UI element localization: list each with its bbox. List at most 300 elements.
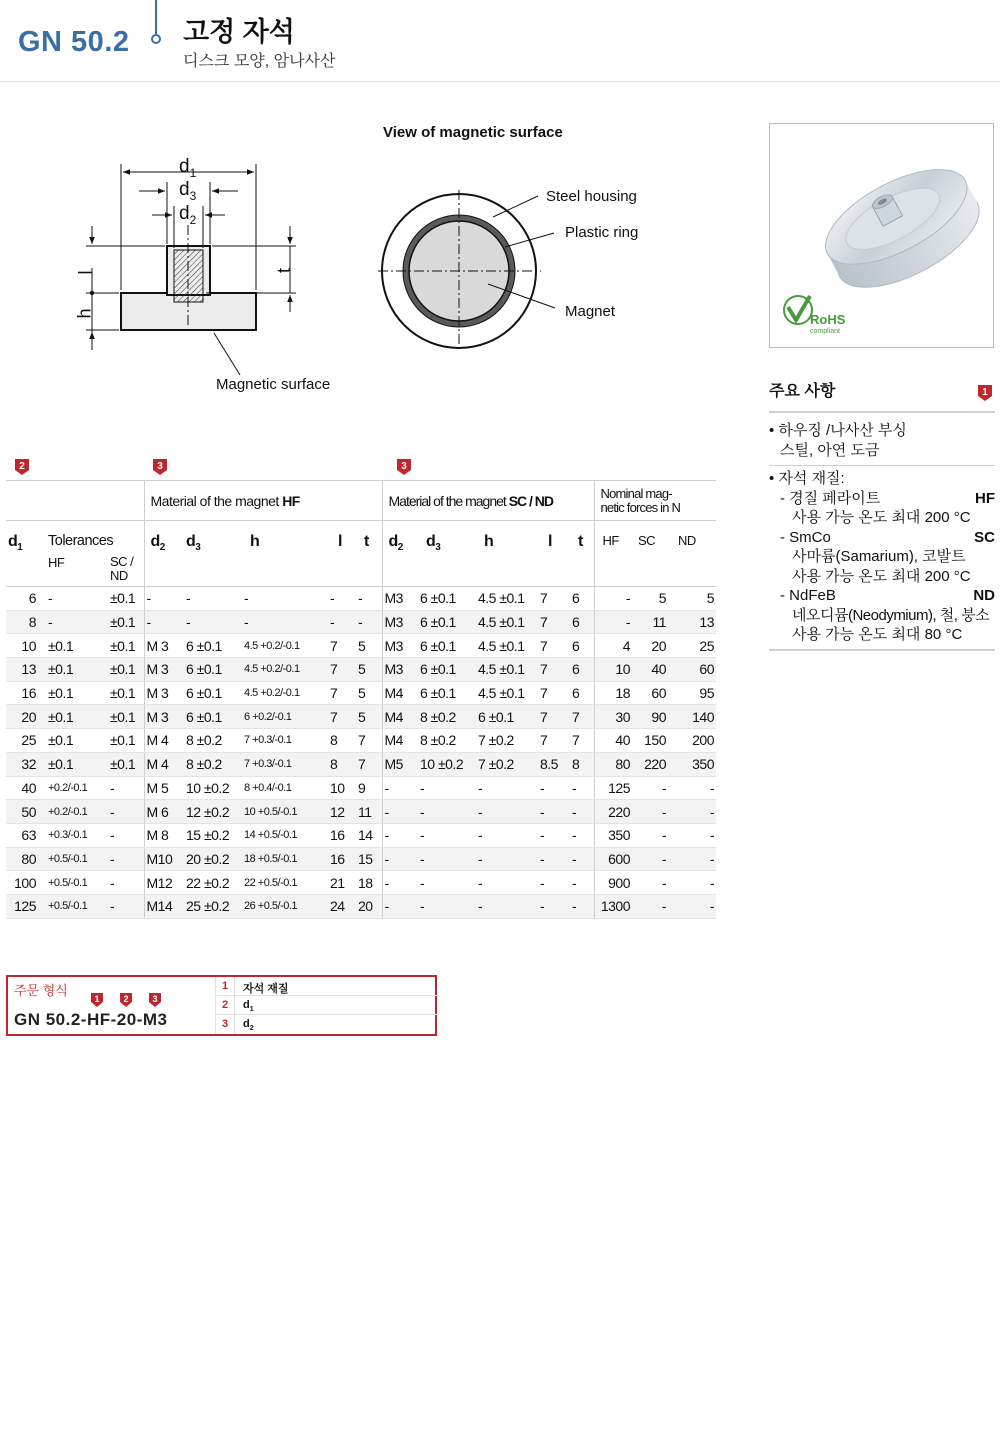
table-cell: ±0.1 (104, 587, 144, 611)
important-notes (769, 378, 995, 651)
table-cell: 10 ±0.2 (418, 752, 476, 776)
table-cell: M3 (382, 587, 418, 611)
table-cell: 6 ±0.1 (418, 681, 476, 705)
table-cell: - (476, 823, 538, 847)
group-hf: Material of the magnet HF (144, 481, 382, 521)
table-cell: 12 (328, 800, 356, 824)
table-cell: 21 (328, 871, 356, 895)
table-cell: +0.2/-0.1 (42, 800, 104, 824)
plastic-ring-label: Plastic ring (565, 224, 639, 241)
table-cell: 7 (538, 610, 570, 634)
table-cell: 6 (570, 658, 594, 682)
table-cell: 6 ±0.1 (184, 658, 242, 682)
col-badge-3-icon (152, 458, 168, 476)
table-cell: 40 (6, 776, 42, 800)
front-view-title: View of magnetic surface (383, 124, 563, 141)
magnet-label: Magnet (565, 303, 616, 320)
col-badge-2-icon (14, 458, 30, 476)
table-cell: 7 (356, 752, 382, 776)
table-cell: 25 (668, 634, 716, 658)
table-cell: - (538, 894, 570, 918)
table-cell: 32 (6, 752, 42, 776)
table-cell: M 6 (144, 800, 184, 824)
table-cell: 220 (594, 800, 632, 824)
table-row (6, 800, 716, 824)
table-cell: ±0.1 (104, 610, 144, 634)
table-cell: 80 (594, 752, 632, 776)
table-cell: 7 (570, 729, 594, 753)
table-cell: - (538, 823, 570, 847)
table-cell: M14 (144, 894, 184, 918)
table-row (6, 634, 716, 658)
table-cell: 4.5 ±0.1 (476, 587, 538, 611)
table-cell: 24 (328, 894, 356, 918)
table-cell: 6 (570, 587, 594, 611)
table-cell: - (632, 776, 668, 800)
table-cell: 7 (538, 729, 570, 753)
table-row (6, 658, 716, 682)
table-cell: ±0.1 (104, 681, 144, 705)
table-cell: - (356, 587, 382, 611)
table-cell: - (668, 871, 716, 895)
table-cell: +0.5/-0.1 (42, 871, 104, 895)
svg-text:1: 1 (982, 387, 988, 398)
table-cell: +0.5/-0.1 (42, 894, 104, 918)
table-cell: - (476, 871, 538, 895)
table-cell: M3 (382, 634, 418, 658)
page-header (0, 0, 1000, 82)
svg-text:1: 1 (94, 994, 100, 1004)
table-cell: M3 (382, 658, 418, 682)
table-cell: 20 (6, 705, 42, 729)
order-badges-icon (90, 992, 170, 1010)
table-row (6, 681, 716, 705)
col-badge-3b-icon (396, 458, 412, 476)
table-cell: ±0.1 (42, 752, 104, 776)
table-cell: - (594, 587, 632, 611)
table-cell: 20 ±0.2 (184, 847, 242, 871)
table-row (6, 847, 716, 871)
table-cell: 60 (632, 681, 668, 705)
table-row (6, 729, 716, 753)
table-cell: 1300 (594, 894, 632, 918)
table-cell: - (184, 610, 242, 634)
l-label: l (75, 270, 96, 275)
table-cell: - (104, 894, 144, 918)
table-cell: - (570, 894, 594, 918)
table-cell: - (570, 800, 594, 824)
col-tolerances: Tolerances HF SC / ND (48, 533, 134, 583)
table-cell: 350 (594, 823, 632, 847)
table-cell: ±0.1 (104, 705, 144, 729)
order-key-list (215, 977, 437, 1034)
table-cell: 6 (6, 587, 42, 611)
table-cell: 600 (594, 847, 632, 871)
table-cell: - (144, 587, 184, 611)
table-cell: 7 (328, 681, 356, 705)
technical-drawing (0, 100, 760, 420)
table-cell: 4.5 ±0.1 (476, 681, 538, 705)
table-cell: 60 (668, 658, 716, 682)
table-cell: - (418, 871, 476, 895)
notes-body: • 하우징 /나사산 부싱 스틸, 아연 도금 • 자석 재질: - 경질 페라이트 HF 사용 가능 온도 최대 200 °C - SmCo SC 사마륨(Samarium), 코발트 사용 가능 온도 최대 200 °C - NdFeB ND 네오디뮴(Neodymium), 철, 붕소 사용 가능 온도 최대 80 °C (769, 413, 995, 651)
table-cell: - (570, 776, 594, 800)
table-cell: M 5 (144, 776, 184, 800)
table-cell: 125 (6, 894, 42, 918)
table-cell: 6 ±0.1 (476, 705, 538, 729)
order-key-row: 3 $d_2$ (216, 1015, 438, 1034)
table-cell: ±0.1 (104, 658, 144, 682)
table-cell: - (242, 610, 328, 634)
table-cell: 4.5 +0.2/-0.1 (242, 681, 328, 705)
table-cell: 7 (538, 587, 570, 611)
table-cell: 4.5 ±0.1 (476, 610, 538, 634)
table-cell: 12 ±0.2 (184, 800, 242, 824)
table-cell: 6 (570, 610, 594, 634)
table-cell: - (382, 871, 418, 895)
product-photo (769, 123, 994, 348)
order-example (6, 975, 437, 1036)
table-cell: - (104, 847, 144, 871)
col-d3-scnd: $d_3$ (426, 533, 441, 554)
table-cell: 18 (594, 681, 632, 705)
table-cell: 95 (668, 681, 716, 705)
table-cell: - (668, 823, 716, 847)
table-cell: 9 (356, 776, 382, 800)
table-cell: - (382, 776, 418, 800)
table-cell: - (570, 871, 594, 895)
table-cell: 25 ±0.2 (184, 894, 242, 918)
table-cell: 10 +0.5/-0.1 (242, 800, 328, 824)
table-cell: 30 (594, 705, 632, 729)
table-group-header (6, 481, 716, 521)
table-cell: 4.5 ±0.1 (476, 658, 538, 682)
table-cell: - (632, 800, 668, 824)
table-cell: 6 +0.2/-0.1 (242, 705, 328, 729)
table-cell: 125 (594, 776, 632, 800)
table-cell: 26 +0.5/-0.1 (242, 894, 328, 918)
table-cell: 140 (668, 705, 716, 729)
product-code: GN 50.2 (18, 26, 130, 58)
table-cell: M3 (382, 610, 418, 634)
table-cell: 6 ±0.1 (418, 634, 476, 658)
magnetic-surface-label: Magnetic surface (216, 376, 331, 393)
table-cell: 4.5 ±0.1 (476, 634, 538, 658)
table-cell: 6 ±0.1 (184, 681, 242, 705)
rohs-icon (784, 296, 846, 335)
table-cell: M 4 (144, 729, 184, 753)
table-cell: - (570, 847, 594, 871)
table-cell: 7 (538, 634, 570, 658)
table-cell: ±0.1 (42, 681, 104, 705)
table-cell: 16 (328, 823, 356, 847)
table-cell: - (570, 823, 594, 847)
svg-text:2: 2 (19, 461, 25, 472)
group-force: Nominal mag- netic forces in N (594, 481, 716, 521)
table-cell: 16 (328, 847, 356, 871)
col-l-hf: l (338, 533, 342, 550)
table-cell: 7 (328, 658, 356, 682)
table-cell: M 3 (144, 681, 184, 705)
col-h-hf: h (250, 533, 260, 550)
svg-text:2: 2 (123, 994, 129, 1004)
table-row (6, 610, 716, 634)
col-force-nd: ND (678, 533, 696, 548)
order-label: 주문 형식 (14, 983, 68, 998)
table-cell: - (104, 823, 144, 847)
col-d1: $d_1$ (8, 533, 23, 554)
col-d3-hf: $d_3$ (186, 533, 201, 554)
table-cell: ±0.1 (42, 658, 104, 682)
table-cell: - (104, 800, 144, 824)
table-cell: - (382, 847, 418, 871)
table-cell: 18 +0.5/-0.1 (242, 847, 328, 871)
table-cell: M4 (382, 681, 418, 705)
table-row (6, 587, 716, 611)
h-label: h (74, 308, 95, 319)
table-cell: 22 ±0.2 (184, 871, 242, 895)
d1-label: $d_1$ (179, 156, 197, 180)
table-cell: - (418, 894, 476, 918)
table-cell: ±0.1 (104, 752, 144, 776)
table-cell: 14 +0.5/-0.1 (242, 823, 328, 847)
table-cell: ±0.1 (104, 634, 144, 658)
table-row (6, 776, 716, 800)
col-t-scnd: t (578, 533, 583, 550)
table-cell: 80 (6, 847, 42, 871)
table-cell: 150 (632, 729, 668, 753)
table-cell: - (476, 894, 538, 918)
col-force-sc: SC (638, 533, 656, 548)
table-cell: 220 (632, 752, 668, 776)
svg-text:3: 3 (152, 994, 158, 1004)
table-cell: - (668, 776, 716, 800)
table-cell: 10 (328, 776, 356, 800)
order-key-row: 1 자석 재질 (216, 977, 438, 996)
table-cell: 8 (328, 729, 356, 753)
table-row (6, 823, 716, 847)
page-title: 고정 자석 (183, 17, 295, 47)
table-cell: - (668, 894, 716, 918)
table-cell: 5 (668, 587, 716, 611)
svg-text:compliant: compliant (810, 328, 840, 335)
table-cell: 14 (356, 823, 382, 847)
table-cell: - (594, 610, 632, 634)
table-cell: - (632, 847, 668, 871)
table-cell: 25 (6, 729, 42, 753)
table-cell: 6 ±0.1 (184, 634, 242, 658)
table-cell: 20 (632, 634, 668, 658)
table-cell: +0.2/-0.1 (42, 776, 104, 800)
table-cell: 6 ±0.1 (418, 610, 476, 634)
table-cell: M 3 (144, 705, 184, 729)
table-cell: 8 (328, 752, 356, 776)
table-cell: 6 (570, 634, 594, 658)
table-cell: 10 ±0.2 (184, 776, 242, 800)
table-cell: M12 (144, 871, 184, 895)
table-cell: - (418, 776, 476, 800)
table-cell: - (144, 610, 184, 634)
table-cell: - (538, 776, 570, 800)
table-cell: 6 (570, 681, 594, 705)
note-badge-icon (977, 384, 993, 402)
table-cell: 10 (6, 634, 42, 658)
table-cell: M5 (382, 752, 418, 776)
table-cell: 16 (6, 681, 42, 705)
table-cell: 8 ±0.2 (418, 729, 476, 753)
table-cell: 7 ±0.2 (476, 729, 538, 753)
table-cell: M10 (144, 847, 184, 871)
table-cell: 40 (632, 658, 668, 682)
table-cell: 8 ±0.2 (184, 752, 242, 776)
table-cell: 8 +0.4/-0.1 (242, 776, 328, 800)
table-cell: 7 (356, 729, 382, 753)
table-cell: 5 (356, 634, 382, 658)
table-cell: - (632, 894, 668, 918)
table-cell: - (242, 587, 328, 611)
table-cell: ±0.1 (42, 729, 104, 753)
col-force-hf: HF (594, 521, 632, 587)
table-cell: 100 (6, 871, 42, 895)
table-cell: ±0.1 (42, 634, 104, 658)
table-cell: 7 ±0.2 (476, 752, 538, 776)
table-cell: 5 (356, 705, 382, 729)
col-h-scnd: h (484, 533, 494, 550)
table-cell: 6 ±0.1 (418, 658, 476, 682)
page-subtitle: 디스크 모양, 암나사산 (183, 53, 336, 70)
table-cell: - (476, 776, 538, 800)
table-cell: - (104, 776, 144, 800)
col-t-hf: t (364, 533, 369, 550)
notes-title: 주요 사항 1 (769, 378, 995, 413)
table-cell: 40 (594, 729, 632, 753)
table-cell: - (538, 800, 570, 824)
table-cell: - (418, 800, 476, 824)
table-cell: - (476, 847, 538, 871)
table-cell: - (538, 871, 570, 895)
table-cell: 90 (632, 705, 668, 729)
table-cell: 5 (632, 587, 668, 611)
table-cell: 20 (356, 894, 382, 918)
group-scnd: Material of the magnet SC / ND (382, 481, 594, 521)
table-cell: - (382, 894, 418, 918)
table-row (6, 894, 716, 918)
table-cell: M 8 (144, 823, 184, 847)
table-cell: 63 (6, 823, 42, 847)
table-cell: 13 (6, 658, 42, 682)
col-l-scnd: l (548, 533, 552, 550)
table-cell: 15 (356, 847, 382, 871)
table-cell: 5 (356, 658, 382, 682)
table-cell: 7 +0.3/-0.1 (242, 729, 328, 753)
table-cell: - (538, 847, 570, 871)
table-cell: - (42, 587, 104, 611)
table-cell: M4 (382, 705, 418, 729)
table-cell: 4 (594, 634, 632, 658)
table-cell: 18 (356, 871, 382, 895)
table-row (6, 752, 716, 776)
table-cell: 4.5 +0.2/-0.1 (242, 658, 328, 682)
svg-text:3: 3 (401, 461, 407, 472)
table-cell: 8 (6, 610, 42, 634)
table-cell: 7 (570, 705, 594, 729)
steel-housing-label: Steel housing (546, 188, 637, 205)
table-cell: 4.5 +0.2/-0.1 (242, 634, 328, 658)
table-cell: - (42, 610, 104, 634)
table-cell: 200 (668, 729, 716, 753)
table-cell: - (328, 587, 356, 611)
table-row (6, 871, 716, 895)
table-cell: 8 (570, 752, 594, 776)
table-cell: - (476, 800, 538, 824)
table-cell: +0.3/-0.1 (42, 823, 104, 847)
table-row (6, 705, 716, 729)
table-cell: - (668, 847, 716, 871)
table-cell: - (382, 823, 418, 847)
table-cell: ±0.1 (104, 729, 144, 753)
table-col-header (6, 521, 716, 587)
order-code: GN 50.2-HF-20-M3 (14, 1010, 168, 1029)
table-cell: 5 (356, 681, 382, 705)
table-cell: 8 ±0.2 (418, 705, 476, 729)
table-cell: - (418, 847, 476, 871)
svg-text:RoHS: RoHS (810, 312, 846, 327)
header-divider-dot (151, 34, 161, 44)
table-cell: 11 (632, 610, 668, 634)
table-cell: - (328, 610, 356, 634)
table-cell: 6 ±0.1 (418, 587, 476, 611)
header-divider (155, 0, 157, 34)
table-cell: - (382, 800, 418, 824)
col-d2-scnd: $d_2$ (382, 521, 418, 587)
table-cell: 13 (668, 610, 716, 634)
table-cell: M 3 (144, 658, 184, 682)
table-cell: - (356, 610, 382, 634)
svg-text:3: 3 (157, 461, 163, 472)
table-cell: M 3 (144, 634, 184, 658)
table-cell: 7 (538, 681, 570, 705)
table-cell: - (418, 823, 476, 847)
table-cell: 7 (328, 634, 356, 658)
table-cell: - (668, 800, 716, 824)
table-cell: +0.5/-0.1 (42, 847, 104, 871)
table-cell: 10 (594, 658, 632, 682)
table-cell: 11 (356, 800, 382, 824)
table-cell: 900 (594, 871, 632, 895)
order-key-row: 2 $d_1$ (216, 996, 438, 1015)
table-cell: M4 (382, 729, 418, 753)
dimension-table (6, 480, 716, 919)
table-cell: 22 +0.5/-0.1 (242, 871, 328, 895)
table-cell: 7 +0.3/-0.1 (242, 752, 328, 776)
table-cell: 8 ±0.2 (184, 729, 242, 753)
table-cell: 7 (538, 705, 570, 729)
t-label: t (274, 267, 295, 274)
drawing-svg (0, 100, 760, 420)
magnet-illustration (770, 124, 993, 347)
table-cell: 350 (668, 752, 716, 776)
table-body (6, 587, 716, 919)
col-d2-hf: $d_2$ (144, 521, 184, 587)
table-cell: ±0.1 (42, 705, 104, 729)
table-cell: - (104, 871, 144, 895)
table-cell: M 4 (144, 752, 184, 776)
table-cell: - (632, 823, 668, 847)
d2-label: $d_2$ (179, 203, 197, 227)
table-cell: 50 (6, 800, 42, 824)
table-cell: 6 ±0.1 (184, 705, 242, 729)
table-cell: 7 (538, 658, 570, 682)
